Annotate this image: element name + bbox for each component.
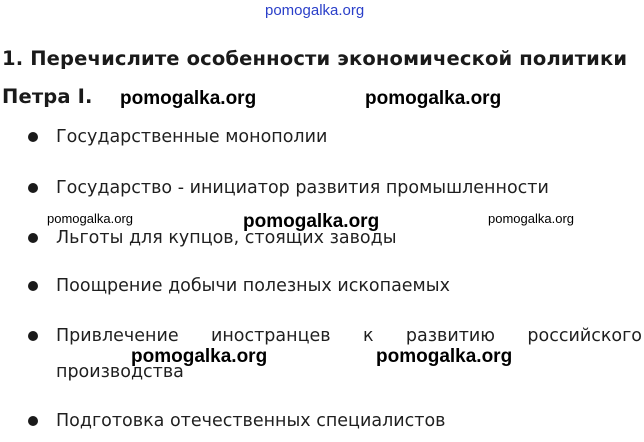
list-item-text: Подготовка отечественных специалистов — [56, 411, 446, 431]
bullet-icon — [28, 183, 38, 193]
bullet-icon — [28, 416, 38, 426]
watermark: pomogalka.org — [243, 211, 380, 232]
list-item — [28, 119, 642, 155]
watermark: pomogalka.org — [47, 211, 133, 226]
list-item-text: Поощрение добычи полезных ископаемых — [56, 276, 450, 296]
list-item-text: Государство - инициатор развития промышленности — [56, 178, 549, 198]
watermark: pomogalka.org — [120, 88, 257, 109]
list-item — [28, 170, 642, 206]
list-item — [28, 268, 642, 304]
list-item-text: Льготы для купцов, стоящих заводы — [56, 228, 397, 248]
bullet-icon — [28, 233, 38, 243]
question-heading: 1. Перечислите особенности экономической политики Петра I. — [2, 47, 628, 108]
list-item — [28, 318, 642, 390]
list-item — [28, 403, 642, 439]
header-watermark: pomogalka.org — [265, 2, 365, 19]
watermark: pomogalka.org — [488, 211, 574, 226]
list-item-text: Привлечение иностранцев к развитию российского производства — [56, 326, 642, 382]
bullet-icon — [28, 331, 38, 341]
bullet-icon — [28, 281, 38, 291]
watermark: pomogalka.org — [131, 346, 268, 367]
watermark: pomogalka.org — [376, 346, 513, 367]
list-item-text: Государственные монополии — [56, 127, 328, 147]
watermark: pomogalka.org — [365, 88, 502, 109]
bullet-icon — [28, 132, 38, 142]
